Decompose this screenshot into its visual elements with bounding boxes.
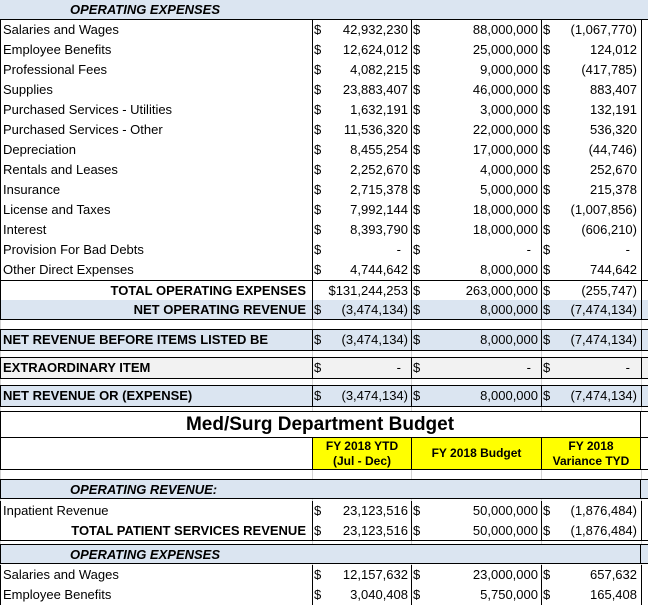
- budget-value: 4,000,000: [480, 162, 538, 177]
- ytd-value: 2,252,670: [350, 162, 408, 177]
- currency-symbol: $: [543, 162, 551, 177]
- row-label: Interest: [3, 222, 47, 237]
- currency-symbol: $: [413, 332, 421, 347]
- budget-value: 8,000,000: [480, 388, 538, 403]
- budget-value: -: [526, 242, 531, 257]
- currency-symbol: $: [314, 567, 322, 582]
- ytd-value: 23,883,407: [342, 82, 408, 97]
- spacer-row: [0, 470, 648, 479]
- currency-symbol: $: [543, 142, 551, 157]
- currency-symbol: $: [413, 262, 421, 277]
- row-label: License and Taxes: [3, 202, 111, 217]
- budget-value: -: [526, 360, 531, 375]
- currency-symbol: $: [314, 142, 322, 157]
- ytd-value: 4,744,642: [350, 262, 408, 277]
- currency-symbol: $: [314, 82, 322, 97]
- expense-row: [0, 60, 648, 80]
- section-title: OPERATING EXPENSES: [70, 2, 221, 17]
- variance-value: (417,785): [581, 62, 637, 77]
- currency-symbol: $: [543, 62, 551, 77]
- currency-symbol: $: [543, 42, 551, 57]
- variance-value: -: [625, 242, 630, 257]
- ytd-value: 11,536,320: [343, 122, 408, 137]
- budget-value: 5,000,000: [480, 182, 538, 197]
- row-label: Employee Benefits: [3, 42, 112, 57]
- row-label: NET REVENUE BEFORE ITEMS LISTED BE: [3, 332, 269, 347]
- variance-value: 165,408: [590, 587, 637, 602]
- row-label: EXTRAORDINARY ITEM: [3, 360, 151, 375]
- variance-value: 132,191: [590, 102, 637, 117]
- variance-value: (1,007,856): [570, 202, 637, 217]
- row-label: Employee Benefits: [3, 587, 112, 602]
- currency-symbol: $: [413, 42, 421, 57]
- row-label: TOTAL OPERATING EXPENSES: [110, 283, 306, 298]
- column-header-budget: FY 2018 Budget: [411, 438, 541, 469]
- ytd-value: 1,632,191: [350, 102, 408, 117]
- currency-symbol: $: [543, 182, 551, 197]
- budget-value: 22,000,000: [472, 122, 538, 137]
- column-header-ytd: FY 2018 YTD (Jul - Dec): [312, 438, 411, 469]
- row-label: Rentals and Leases: [3, 162, 118, 177]
- currency-symbol: $: [413, 102, 421, 117]
- budget-value: 3,000,000: [480, 102, 538, 117]
- budget-value: 5,750,000: [480, 587, 538, 602]
- currency-symbol: $: [543, 122, 551, 137]
- variance-value: (7,474,134): [570, 302, 637, 317]
- currency-symbol: $: [413, 222, 421, 237]
- budget-value: 8,000,000: [480, 262, 538, 277]
- currency-symbol: $: [314, 42, 322, 57]
- currency-symbol: $: [543, 302, 551, 317]
- variance-value: 657,632: [590, 567, 637, 582]
- row-label: NET OPERATING REVENUE: [133, 302, 306, 317]
- currency-symbol: $: [413, 202, 421, 217]
- net-operating-revenue-row: [0, 300, 648, 320]
- currency-symbol: $: [543, 283, 551, 298]
- variance-value: (7,474,134): [570, 332, 637, 347]
- ytd-value: 8,455,254: [350, 142, 408, 157]
- currency-symbol: $: [543, 567, 551, 582]
- budget-value: 8,000,000: [480, 332, 538, 347]
- budget-value: 25,000,000: [472, 42, 538, 57]
- currency-symbol: $: [543, 82, 551, 97]
- budget-value: 46,000,000: [472, 82, 538, 97]
- row-label: Professional Fees: [3, 62, 108, 77]
- currency-symbol: $: [413, 242, 421, 257]
- currency-symbol: $: [314, 62, 322, 77]
- currency-symbol: $: [314, 302, 322, 317]
- budget-value: 50,000,000: [472, 523, 538, 538]
- variance-value: -: [625, 360, 630, 375]
- currency-symbol: $: [314, 388, 322, 403]
- currency-symbol: $: [543, 360, 551, 375]
- currency-symbol: $: [543, 523, 551, 538]
- section-header-operating-expenses-2: [0, 544, 648, 564]
- variance-value: (44,746): [588, 142, 637, 157]
- section-title: OPERATING REVENUE:: [70, 482, 218, 497]
- expense-row: [0, 100, 648, 120]
- currency-symbol: $: [413, 567, 421, 582]
- extraordinary-item-row: [0, 357, 648, 379]
- variance-value: 124,012: [590, 42, 637, 57]
- currency-symbol: $: [314, 222, 322, 237]
- ytd-value: $131,244,253: [328, 283, 408, 298]
- currency-symbol: $: [413, 360, 421, 375]
- currency-symbol: $: [413, 587, 421, 602]
- section-title: OPERATING EXPENSES: [70, 547, 221, 562]
- expense-row: [0, 80, 648, 100]
- currency-symbol: $: [314, 22, 322, 37]
- currency-symbol: $: [413, 82, 421, 97]
- ytd-value: 3,040,408: [350, 587, 408, 602]
- budget-value: 50,000,000: [472, 503, 538, 518]
- variance-value: 215,378: [590, 182, 637, 197]
- budget-value: 263,000,000: [465, 283, 538, 298]
- currency-symbol: $: [413, 182, 421, 197]
- ytd-value: 4,082,215: [350, 62, 408, 77]
- variance-value: 883,407: [590, 82, 637, 97]
- currency-symbol: $: [413, 283, 421, 298]
- medsurg-title-row: [0, 411, 648, 437]
- budget-value: 88,000,000: [472, 22, 538, 37]
- row-label: Insurance: [3, 182, 61, 197]
- currency-symbol: $: [413, 302, 421, 317]
- expense-row: [0, 260, 648, 280]
- ytd-value: -: [396, 360, 401, 375]
- column-header-variance: FY 2018 Variance TYD: [541, 438, 641, 469]
- variance-value: (1,876,484): [570, 503, 637, 518]
- variance-value: (7,474,134): [570, 388, 637, 403]
- currency-symbol: $: [413, 122, 421, 137]
- currency-symbol: $: [413, 62, 421, 77]
- expense-row: [0, 20, 648, 40]
- variance-value: 744,642: [590, 262, 637, 277]
- currency-symbol: $: [314, 202, 322, 217]
- inpatient-revenue-row: [0, 501, 648, 521]
- ytd-value: 8,393,790: [350, 222, 408, 237]
- ytd-value: (3,474,134): [341, 388, 408, 403]
- row-label: Salaries and Wages: [3, 22, 119, 37]
- variance-value: 252,670: [590, 162, 637, 177]
- currency-symbol: $: [543, 102, 551, 117]
- currency-symbol: $: [413, 523, 421, 538]
- row-label: Supplies: [3, 82, 53, 97]
- currency-symbol: $: [543, 587, 551, 602]
- budget-value: 18,000,000: [472, 202, 538, 217]
- row-label: Other Direct Expenses: [3, 262, 134, 277]
- currency-symbol: $: [543, 503, 551, 518]
- currency-symbol: $: [543, 222, 551, 237]
- currency-symbol: $: [543, 242, 551, 257]
- expense-row: [0, 180, 648, 200]
- expense-row: [0, 565, 648, 585]
- currency-symbol: $: [314, 503, 322, 518]
- variance-value: (1,876,484): [570, 523, 637, 538]
- expense-row: [0, 160, 648, 180]
- currency-symbol: $: [413, 388, 421, 403]
- budget-value: 9,000,000: [480, 62, 538, 77]
- total-patient-services-row: [0, 521, 648, 541]
- currency-symbol: $: [413, 22, 421, 37]
- row-label: Purchased Services - Other: [3, 122, 163, 137]
- variance-value: (255,747): [581, 283, 637, 298]
- budget-value: 8,000,000: [480, 302, 538, 317]
- section-header-operating-expenses: [0, 0, 648, 20]
- currency-symbol: $: [413, 162, 421, 177]
- currency-symbol: $: [314, 360, 322, 375]
- expense-row: [0, 140, 648, 160]
- budget-value: 18,000,000: [472, 222, 538, 237]
- row-label: NET REVENUE OR (EXPENSE): [3, 388, 193, 403]
- expense-row: [0, 120, 648, 140]
- ytd-value: 12,157,632: [342, 567, 408, 582]
- expense-row: [0, 240, 648, 260]
- net-revenue-before-items-row: [0, 329, 648, 351]
- ytd-value: 23,123,516: [342, 523, 408, 538]
- currency-symbol: $: [314, 162, 322, 177]
- row-label: Purchased Services - Utilities: [3, 102, 173, 117]
- currency-symbol: $: [543, 388, 551, 403]
- currency-symbol: $: [314, 242, 322, 257]
- currency-symbol: $: [314, 587, 322, 602]
- variance-value: (606,210): [581, 222, 637, 237]
- row-label: Depreciation: [3, 142, 76, 157]
- section-header-operating-revenue: [0, 479, 648, 499]
- row-label: Salaries and Wages: [3, 567, 119, 582]
- currency-symbol: $: [543, 262, 551, 277]
- expense-row: [0, 40, 648, 60]
- column-header-row: [0, 437, 648, 470]
- currency-symbol: $: [314, 332, 322, 347]
- currency-symbol: $: [314, 122, 322, 137]
- net-revenue-row: [0, 385, 648, 407]
- budget-value: 17,000,000: [472, 142, 538, 157]
- ytd-value: 12,624,012: [342, 42, 408, 57]
- ytd-value: 2,715,378: [350, 182, 408, 197]
- expense-row: [0, 200, 648, 220]
- currency-symbol: $: [314, 182, 322, 197]
- total-operating-expenses-row: [0, 280, 648, 300]
- variance-value: 536,320: [590, 122, 637, 137]
- row-label: Inpatient Revenue: [3, 503, 109, 518]
- page-title: Med/Surg Department Budget: [185, 414, 455, 435]
- expense-row: [0, 585, 648, 605]
- variance-value: (1,067,770): [570, 22, 637, 37]
- spacer-row: [0, 320, 648, 329]
- ytd-value: 23,123,516: [342, 503, 408, 518]
- currency-symbol: $: [543, 202, 551, 217]
- ytd-value: 7,992,144: [350, 202, 408, 217]
- row-label: TOTAL PATIENT SERVICES REVENUE: [71, 523, 306, 538]
- budget-value: 23,000,000: [472, 567, 538, 582]
- expense-row: [0, 220, 648, 240]
- currency-symbol: $: [413, 142, 421, 157]
- currency-symbol: $: [543, 332, 551, 347]
- ytd-value: (3,474,134): [341, 302, 408, 317]
- ytd-value: 42,932,230: [342, 22, 408, 37]
- currency-symbol: $: [413, 503, 421, 518]
- ytd-value: (3,474,134): [341, 332, 408, 347]
- currency-symbol: $: [314, 262, 322, 277]
- currency-symbol: $: [314, 523, 322, 538]
- row-label: Provision For Bad Debts: [3, 242, 144, 257]
- currency-symbol: $: [543, 22, 551, 37]
- ytd-value: -: [396, 242, 401, 257]
- currency-symbol: $: [314, 102, 322, 117]
